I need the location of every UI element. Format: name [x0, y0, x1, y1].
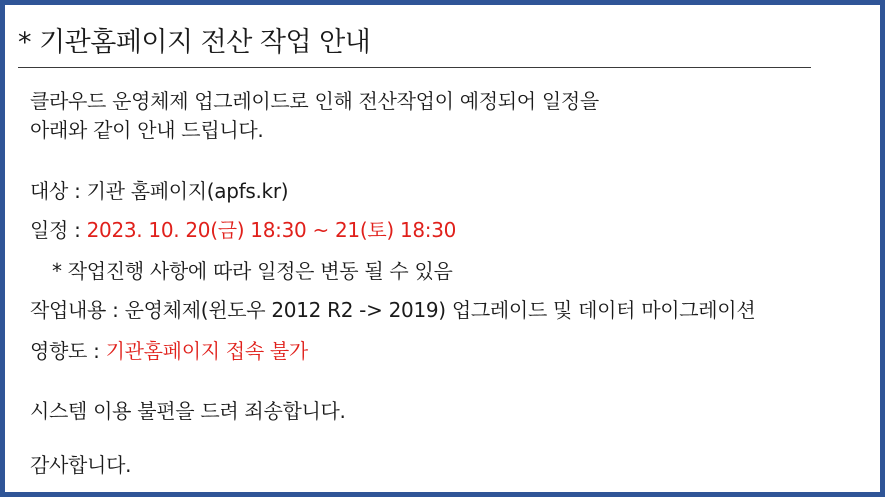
thanks-text: 감사합니다. — [30, 453, 132, 477]
work-row — [30, 296, 755, 324]
impact-value: 기관홈페이지 접속 불가 — [105, 339, 308, 363]
schedule-value: 2023. 10. 20(금) 18:30 ~ 21(토) 18:30 — [86, 218, 457, 242]
work-label: 작업내용 : — [30, 298, 125, 322]
target-label: 대상 : — [30, 179, 87, 203]
impact-row — [30, 337, 308, 365]
target-value: 기관 홈페이지(apfs.kr) — [86, 179, 289, 203]
notice-title: * 기관홈페이지 전산 작업 안내 — [18, 27, 371, 58]
title-divider — [18, 67, 811, 68]
intro-line-2: 아래와 같이 안내 드립니다. — [30, 118, 264, 142]
work-value: 운영체제(윈도우 2012 R2 -> 2019) 업그레이드 및 데이터 마이그레이션 — [124, 298, 756, 322]
schedule-note: * 작업진행 사항에 따라 일정은 변동 될 수 있음 — [52, 259, 453, 283]
schedule-row — [30, 216, 456, 244]
target-row — [30, 177, 288, 205]
schedule-label: 일정 : — [30, 218, 87, 242]
intro-line-1: 클라우드 운영체제 업그레이드로 인해 전산작업이 예정되어 일정을 — [30, 89, 599, 113]
impact-label: 영향도 : — [30, 339, 106, 363]
apology-text: 시스템 이용 불편을 드려 죄송합니다. — [30, 399, 346, 423]
